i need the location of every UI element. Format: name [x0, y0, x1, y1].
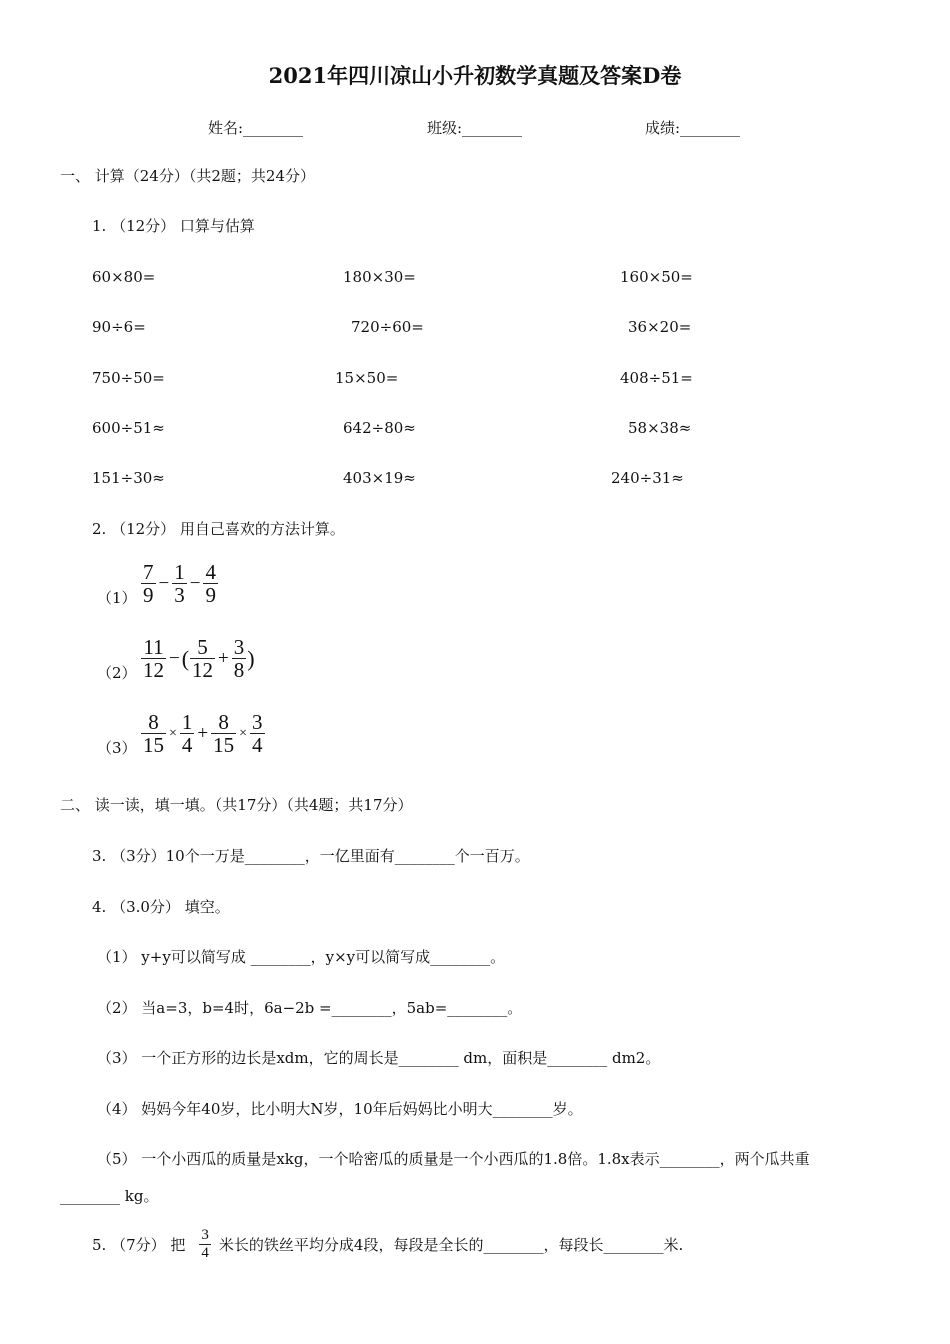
- calc-item: 180×30=: [343, 268, 416, 286]
- calc-item: 750÷50=: [92, 369, 165, 387]
- section-2-heading: 二、 读一读，填一填。（共17分）（共4题；共17分）: [60, 796, 413, 814]
- score-field[interactable]: 成绩:________: [645, 119, 741, 137]
- calc-item: 600÷51≈: [92, 419, 165, 437]
- question-4-stem: 4. （3.0分） 填空。: [92, 898, 230, 916]
- question-5: [92, 1228, 683, 1261]
- fraction: $\frac{1}{3}$: [174, 560, 185, 607]
- sub-label: （2）: [97, 664, 137, 682]
- fraction: $\frac{11}{12}$: [143, 635, 164, 682]
- fraction: $\frac{8}{15}$: [213, 710, 235, 757]
- calc-item: 240÷31≈: [611, 469, 684, 487]
- question-4-part: （2） 当a=3，b=4时，6a−2b =________，5ab=________。: [97, 999, 523, 1017]
- question-1-stem: 1. （12分） 口算与估算: [92, 217, 255, 235]
- fraction: $\frac{3}{8}$: [233, 635, 245, 682]
- operator: ×: [169, 725, 177, 741]
- section-1-heading: 一、 计算（24分）（共2题；共24分）: [60, 167, 315, 185]
- fraction-expression: [140, 712, 266, 755]
- question-4-part: （5） 一个小西瓜的质量是xkg，一个哈密瓜的质量是一个小西瓜的1.8倍。1.8x表示________，两个瓜共重: [97, 1150, 810, 1168]
- calc-item: 36×20=: [628, 318, 692, 336]
- question-4-part: （3） 一个正方形的边长是xdm，它的周长是________ dm，面积是________ dm2。: [97, 1049, 661, 1067]
- calc-item: 720÷60=: [351, 318, 424, 336]
- operator: −: [189, 572, 201, 594]
- calc-item: 60×80=: [92, 268, 156, 286]
- page-title: 2021年四川凉山小升初数学真题及答案D卷: [268, 63, 682, 88]
- calc-item: 160×50=: [620, 268, 693, 286]
- fraction: $\frac{3}{4}$: [201, 1227, 209, 1261]
- calc-item: 151÷30≈: [92, 469, 165, 487]
- calc-item: 90÷6=: [92, 318, 146, 336]
- question-2-stem: 2. （12分） 用自己喜欢的方法计算。: [92, 520, 345, 538]
- name-field[interactable]: 姓名:________: [208, 119, 304, 137]
- fraction: $\frac{1}{4}$: [181, 710, 193, 757]
- calc-item: 642÷80≈: [343, 419, 416, 437]
- calc-item: 403×19≈: [343, 469, 416, 487]
- question-4-part: （1） y+y可以简写成 ________，y×y可以简写成________。: [97, 948, 506, 966]
- sub-label: （3）: [97, 739, 137, 757]
- paren: (: [181, 645, 190, 671]
- question-3: 3. （3分）10个一万是________，一亿里面有________个一百万。: [92, 847, 530, 865]
- calc-item: 15×50=: [335, 369, 399, 387]
- class-field[interactable]: 班级:________: [427, 119, 523, 137]
- calc-item: 408÷51=: [620, 369, 693, 387]
- operator: ×: [239, 725, 248, 741]
- fraction-expression: [140, 637, 255, 680]
- operator: +: [218, 647, 229, 669]
- fraction: $\frac{7}{9}$: [143, 560, 154, 607]
- sub-label: （1）: [97, 589, 137, 607]
- calc-item: 58×38≈: [628, 419, 692, 437]
- fraction: $\frac{8}{15}$: [143, 710, 164, 757]
- operator: −: [169, 647, 180, 669]
- operator: −: [158, 572, 170, 594]
- fraction: $\frac{3}{4}$: [252, 710, 263, 757]
- fraction: $\frac{5}{12}$: [192, 635, 214, 682]
- question-5-before: 5. （7分） 把: [92, 1235, 186, 1254]
- fraction: $\frac{4}{9}$: [205, 560, 216, 607]
- paren: ): [247, 645, 255, 671]
- question-5-after: 米长的铁丝平均分成4段，每段是全长的________，每段长________米.: [218, 1235, 684, 1254]
- operator: +: [197, 722, 209, 744]
- fraction-expression: [140, 562, 219, 605]
- question-4-part: （4） 妈妈今年40岁，比小明大N岁，10年后妈妈比小明大________岁。: [97, 1100, 583, 1118]
- question-4-part-continued: ________ kg。: [60, 1187, 159, 1205]
